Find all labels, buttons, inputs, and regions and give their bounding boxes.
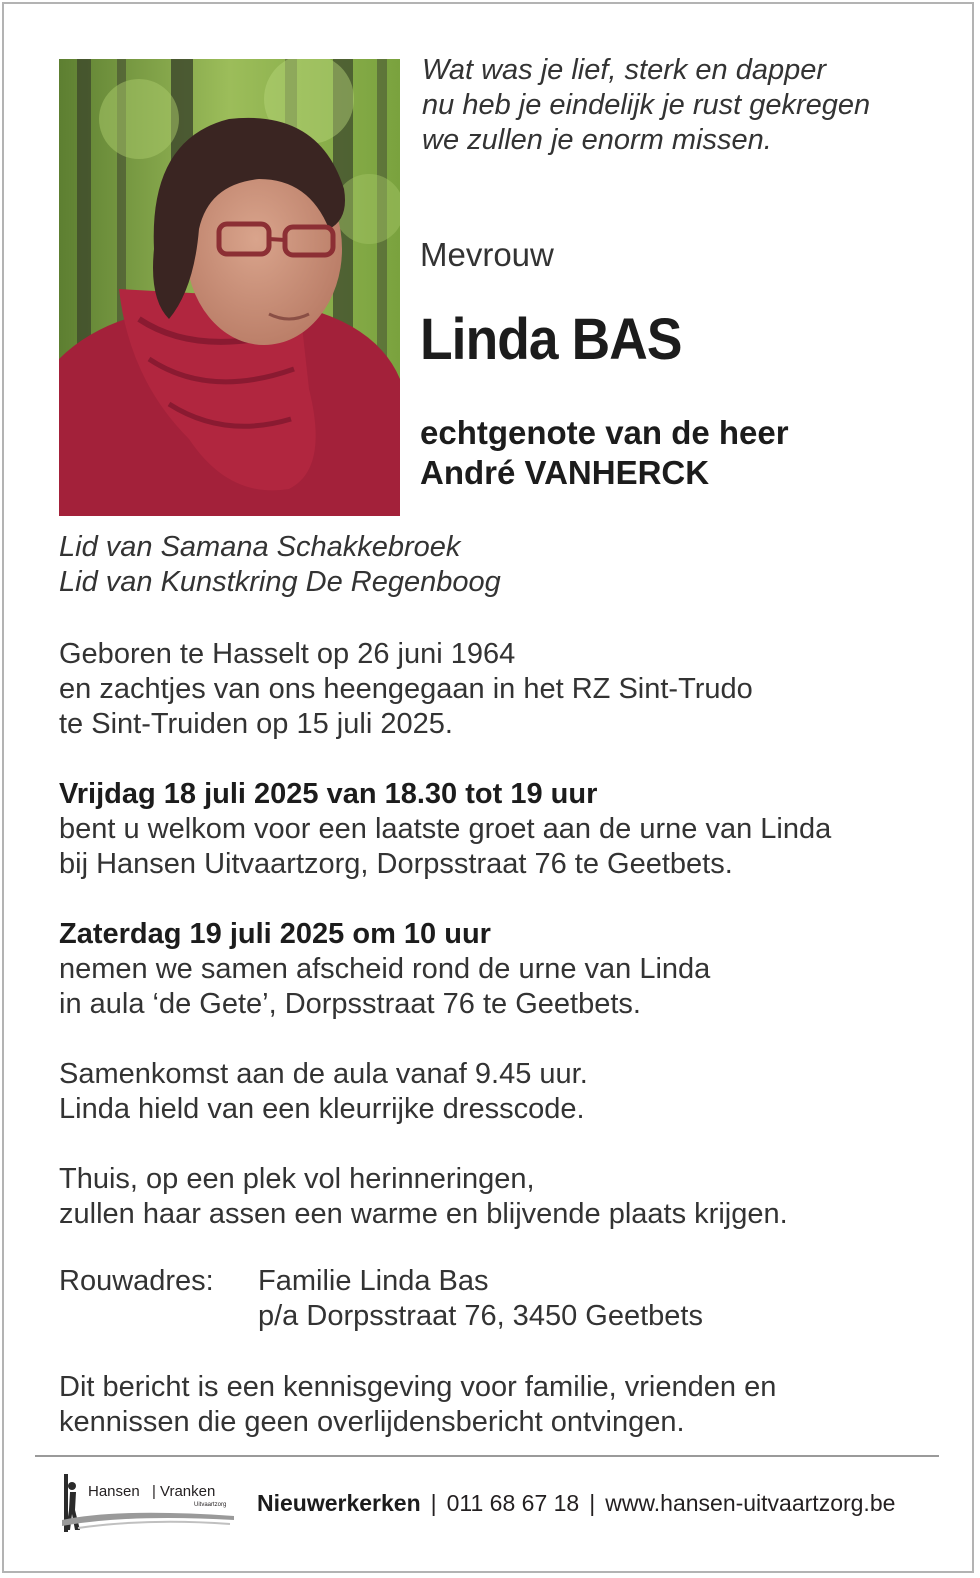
address-label: Rouwadres: bbox=[59, 1265, 214, 1297]
footer-separator: | bbox=[430, 1490, 437, 1516]
text-line: bij Hansen Uitvaartzorg, Dorpsstraat 76 te Geetbets. bbox=[59, 848, 733, 880]
verse-line: we zullen je enorm missen. bbox=[422, 124, 772, 156]
footer-website[interactable]: www.hansen-uitvaartzorg.be bbox=[605, 1490, 896, 1516]
funeral-home-logo bbox=[58, 1470, 238, 1536]
text-line: en zachtjes van ons heengegaan in het RZ Sint-Trudo bbox=[59, 673, 753, 705]
farewell-heading: Zaterdag 19 juli 2025 om 10 uur bbox=[59, 918, 491, 950]
visitation-heading: Vrijdag 18 juli 2025 van 18.30 tot 19 uur bbox=[59, 778, 598, 810]
spouse-info bbox=[420, 413, 789, 493]
notice-section bbox=[59, 1370, 776, 1440]
verse-line: nu heb je eindelijk je rust gekregen bbox=[422, 89, 871, 121]
text-line: Thuis, op een plek vol herinneringen, bbox=[59, 1163, 535, 1195]
membership-item: Lid van Samana Schakkebroek bbox=[59, 531, 461, 563]
deceased-name: Linda BAS bbox=[420, 307, 682, 372]
logo-name-left: Hansen bbox=[88, 1483, 140, 1500]
logo-subtitle: Uitvaartzorg bbox=[194, 1502, 227, 1508]
visitation-section bbox=[59, 777, 831, 882]
gathering-section bbox=[59, 1057, 588, 1127]
address-line: p/a Dorpsstraat 76, 3450 Geetbets bbox=[258, 1300, 703, 1332]
text-line: te Sint-Truiden op 15 juli 2025. bbox=[59, 708, 453, 740]
logo-separator: | bbox=[152, 1483, 156, 1500]
footer-separator: | bbox=[589, 1490, 596, 1516]
footer-contact bbox=[257, 1490, 895, 1517]
logo-name-right: Vranken bbox=[160, 1483, 216, 1500]
address-value bbox=[258, 1264, 703, 1334]
ashes-section bbox=[59, 1162, 788, 1232]
birth-death-info bbox=[59, 637, 753, 742]
text-line: Dit bericht is een kennisgeving voor familie, vrienden en bbox=[59, 1371, 777, 1403]
footer-divider bbox=[35, 1455, 939, 1457]
text-line: nemen we samen afscheid rond de urne van Linda bbox=[59, 953, 711, 985]
salutation: Mevrouw bbox=[420, 236, 554, 273]
footer-location: Nieuwerkerken bbox=[257, 1490, 421, 1516]
portrait-photo bbox=[59, 59, 400, 516]
opening-verse bbox=[422, 53, 870, 158]
spouse-name: André VANHERCK bbox=[420, 454, 710, 491]
spouse-line: echtgenote van de heer bbox=[420, 414, 789, 451]
text-line: zullen haar assen een warme en blijvende plaats krijgen. bbox=[59, 1198, 788, 1230]
footer-phone[interactable]: 011 68 67 18 bbox=[446, 1490, 580, 1516]
memberships bbox=[59, 530, 501, 600]
text-line: Linda hield van een kleurrijke dresscode. bbox=[59, 1093, 585, 1125]
membership-item: Lid van Kunstkring De Regenboog bbox=[59, 566, 501, 598]
text-line: Samenkomst aan de aula vanaf 9.45 uur. bbox=[59, 1058, 588, 1090]
address-line: Familie Linda Bas bbox=[258, 1265, 489, 1297]
text-line: in aula ‘de Gete’, Dorpsstraat 76 te Geetbets. bbox=[59, 988, 641, 1020]
text-line: bent u welkom voor een laatste groet aan de urne van Linda bbox=[59, 813, 832, 845]
text-line: kennissen die geen overlijdensbericht ontvingen. bbox=[59, 1406, 685, 1438]
farewell-section bbox=[59, 917, 710, 1022]
verse-line: Wat was je lief, sterk en dapper bbox=[422, 54, 827, 86]
text-line: Geboren te Hasselt op 26 juni 1964 bbox=[59, 638, 516, 670]
